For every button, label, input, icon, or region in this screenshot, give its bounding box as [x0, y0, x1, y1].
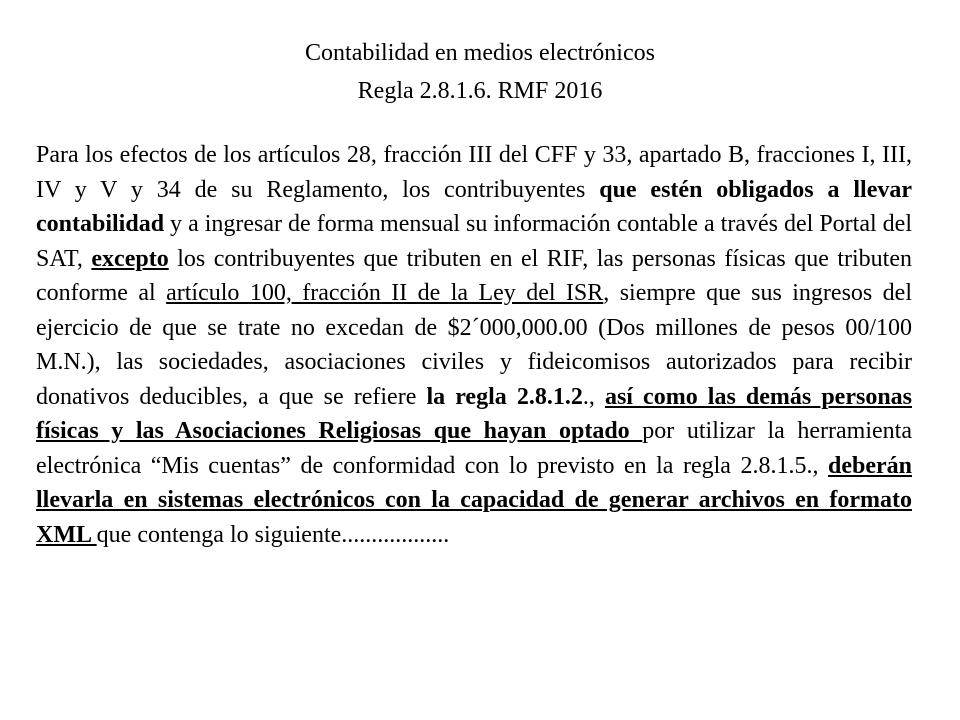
bold-underlined-personas-fisicas: así como las demás personas físicas y las Asociaciones Religiosas que hayan optado	[36, 383, 913, 444]
text-segment: y a ingresar de forma mensual su información contable a través del Portal del SAT,	[36, 211, 912, 272]
text-segment: Para los efectos de los artículos 28, fracción III del CFF y 33, apartado B, fracciones I, III, IV y V y 34 de su Reglamento, los contribuyentes	[36, 142, 912, 203]
title-line-2: Regla 2.8.1.6. RMF 2016	[357, 78, 603, 104]
text-segment: , siempre que sus ingresos del ejercicio de que se trate no excedan de $2´000,000.00 (Dos millones de pesos 00/100 M.N.), las sociedades, asociaciones civiles y fideicomisos autorizados para recibir donativos deducibles, a que se refiere	[36, 280, 912, 410]
rule-paragraph	[36, 138, 912, 552]
document-title	[0, 34, 960, 110]
bold-phrase-obligados: que estén obligados a llevar contabilidad	[36, 176, 912, 237]
bold-rule-reference: la regla 2.8.1.2	[426, 383, 583, 410]
bold-underlined-excepto: excepto	[91, 245, 169, 272]
title-line-1: Contabilidad en medios electrónicos	[305, 40, 655, 66]
text-segment: .,	[582, 383, 605, 410]
underlined-article-reference: artículo 100, fracción II de la Ley del ISR	[166, 280, 604, 306]
text-segment: los contribuyentes que tributen en el RIF, las personas físicas que tributen conforme al	[36, 245, 912, 306]
bold-underlined-obligation: deberán llevarla en sistemas electrónicos con la capacidad de generar archivos en formato XML	[36, 452, 912, 548]
text-segment: por utilizar la herramienta electrónica “Mis cuentas” de conformidad con lo previsto en la regla 2.8.1.5.,	[36, 418, 912, 479]
text-segment: que contenga lo siguiente..................	[96, 521, 450, 548]
